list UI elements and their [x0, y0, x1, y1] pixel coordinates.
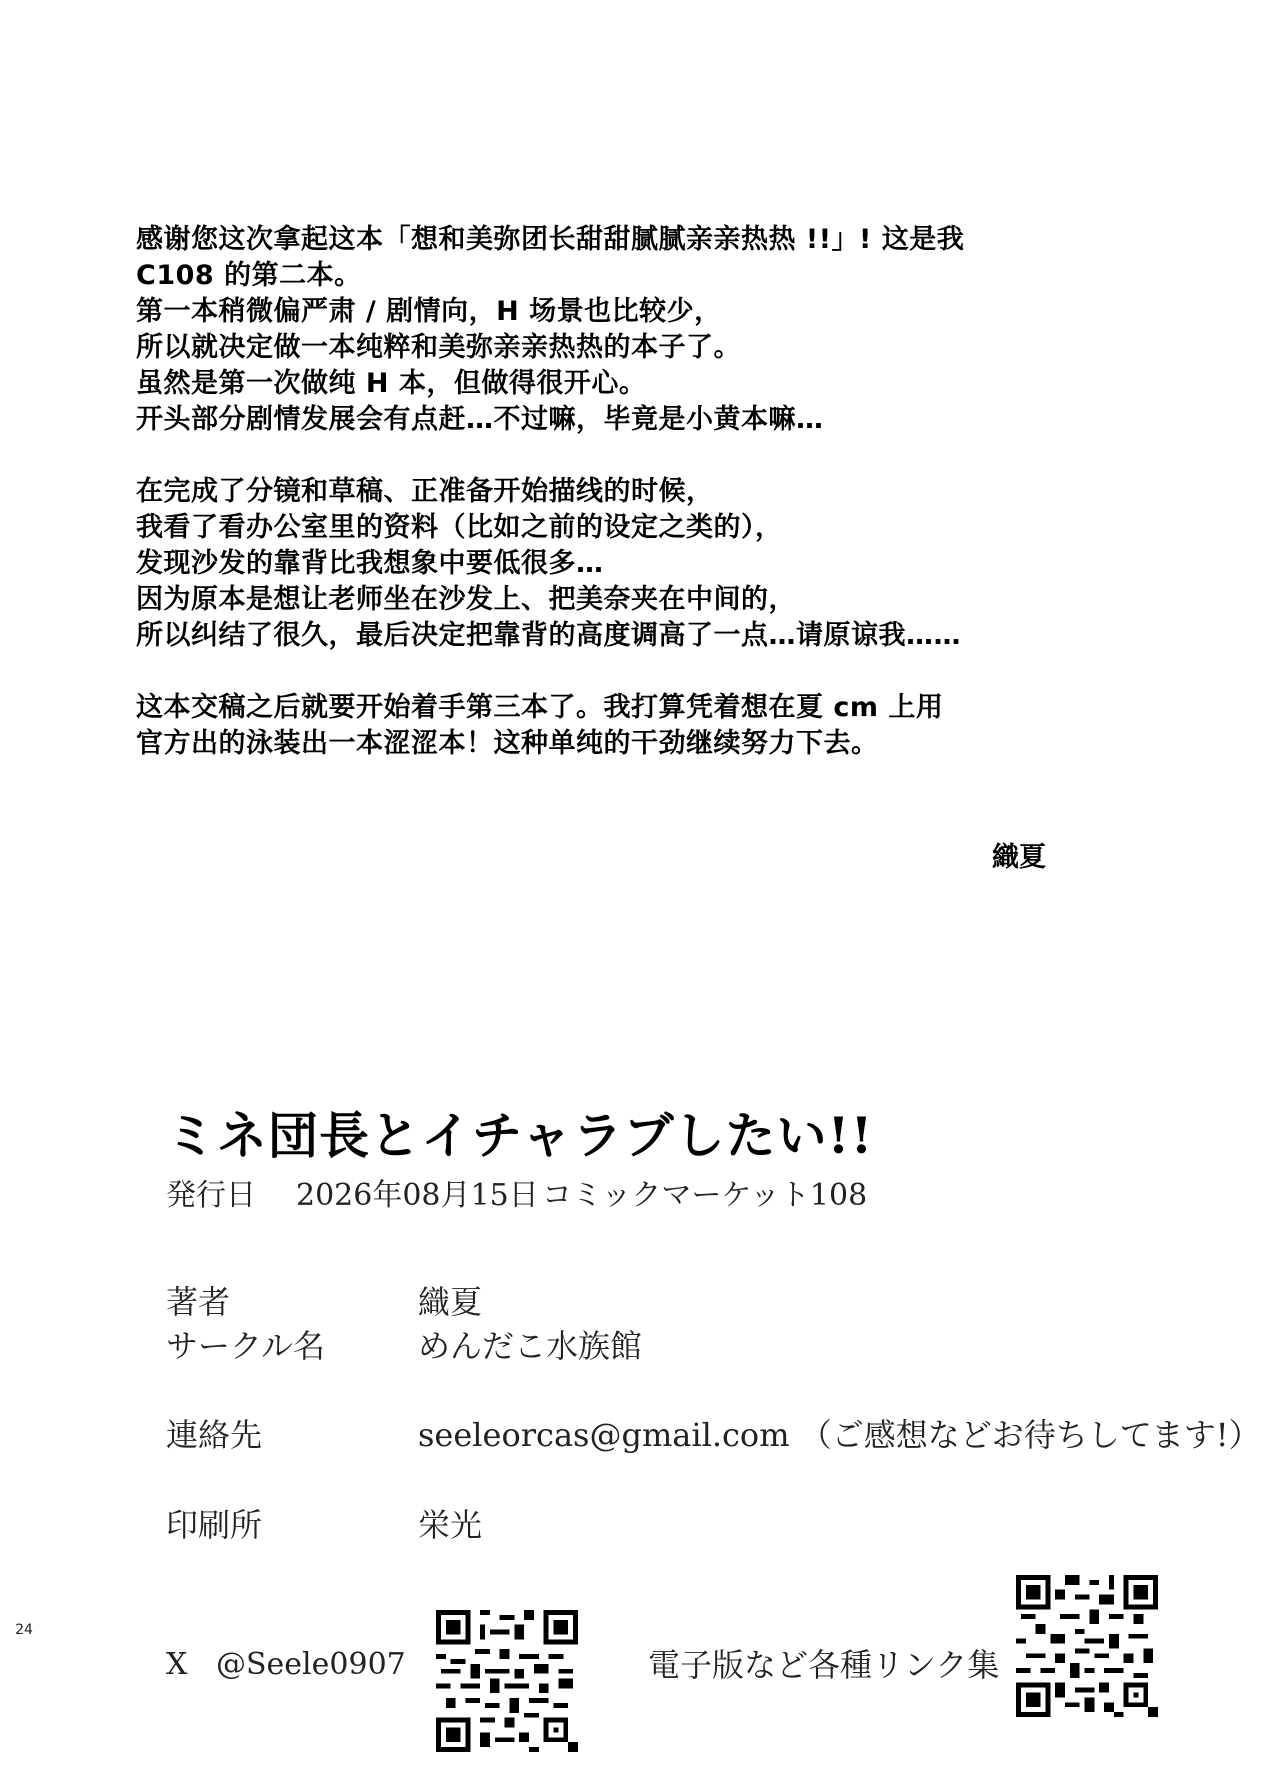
afterword-paragraph-2 — [136, 474, 1076, 654]
afterword-line: 我看了看办公室里的资料（比如之前的设定之类的）， — [136, 512, 783, 543]
afterword-line: 第一本稍微偏严肃 / 剧情向，H 场景也比较少， — [136, 296, 722, 327]
social-handle[interactable]: @Seele0907 — [216, 1647, 406, 1682]
afterword-line: 所以就决定做一本纯粹和美弥亲亲热热的本子了。 — [136, 332, 741, 363]
afterword-line: 感谢您这次拿起这本「想和美弥团长甜甜腻腻亲亲热热 !!」! 这是我 — [136, 224, 965, 255]
book-title: ミネ団長とイチャラブしたい!! — [166, 1106, 874, 1165]
afterword-line: 开头部分剧情发展会有点赶…不过嘛，毕竟是小黄本嘛… — [136, 404, 824, 435]
afterword-signature: 織夏 — [992, 842, 1046, 873]
publication-label: 発行日 — [166, 1178, 256, 1213]
circle-label: サークル名 — [166, 1327, 326, 1365]
qr-code-icon[interactable] — [1016, 1575, 1158, 1717]
page-number: 24 — [15, 1622, 33, 1638]
contact-label: 連絡先 — [166, 1416, 263, 1454]
links-label: 電子版など各種リンク集 — [648, 1646, 1000, 1684]
afterword-line: 这本交稿之后就要开始着手第三本了。我打算凭着想在夏 cm 上用 — [136, 692, 944, 723]
publication-date: 2026年08月15日 — [296, 1178, 539, 1213]
circle-name: めんだこ水族館 — [418, 1327, 643, 1365]
afterword-line: 虽然是第一次做纯 H 本，但做得很开心。 — [136, 368, 647, 399]
qr-code-icon[interactable] — [436, 1610, 578, 1752]
afterword-line: 在完成了分镜和草稿、正准备开始描线的时候， — [136, 476, 714, 507]
printer-name: 栄光 — [418, 1506, 483, 1544]
contact-email[interactable]: seeleorcas@gmail.com （ご感想などお待ちしてます!） — [418, 1416, 1261, 1454]
afterword-paragraph-1 — [136, 222, 1076, 438]
afterword-line: 官方出的泳装出一本涩涩本！这种单纯的干劲继续努力下去。 — [136, 728, 879, 759]
publication-info — [166, 1176, 867, 1216]
afterword-line: 所以纠结了很久，最后决定把靠背的高度调高了一点…请原谅我…… — [136, 620, 961, 651]
event-name: コミックマーケット108 — [542, 1178, 868, 1213]
afterword-line: 发现沙发的靠背比我想象中要低很多… — [136, 548, 604, 579]
afterword — [136, 222, 1076, 798]
author-name: 織夏 — [418, 1283, 483, 1321]
author-label: 著者 — [166, 1283, 231, 1321]
afterword-line: C108 的第二本。 — [136, 260, 362, 291]
afterword-line: 因为原本是想让老师坐在沙发上、把美奈夹在中间的， — [136, 584, 796, 615]
x-icon: X — [166, 1647, 188, 1682]
social-account — [166, 1645, 406, 1685]
printer-label: 印刷所 — [166, 1506, 263, 1544]
afterword-paragraph-3 — [136, 690, 1076, 762]
